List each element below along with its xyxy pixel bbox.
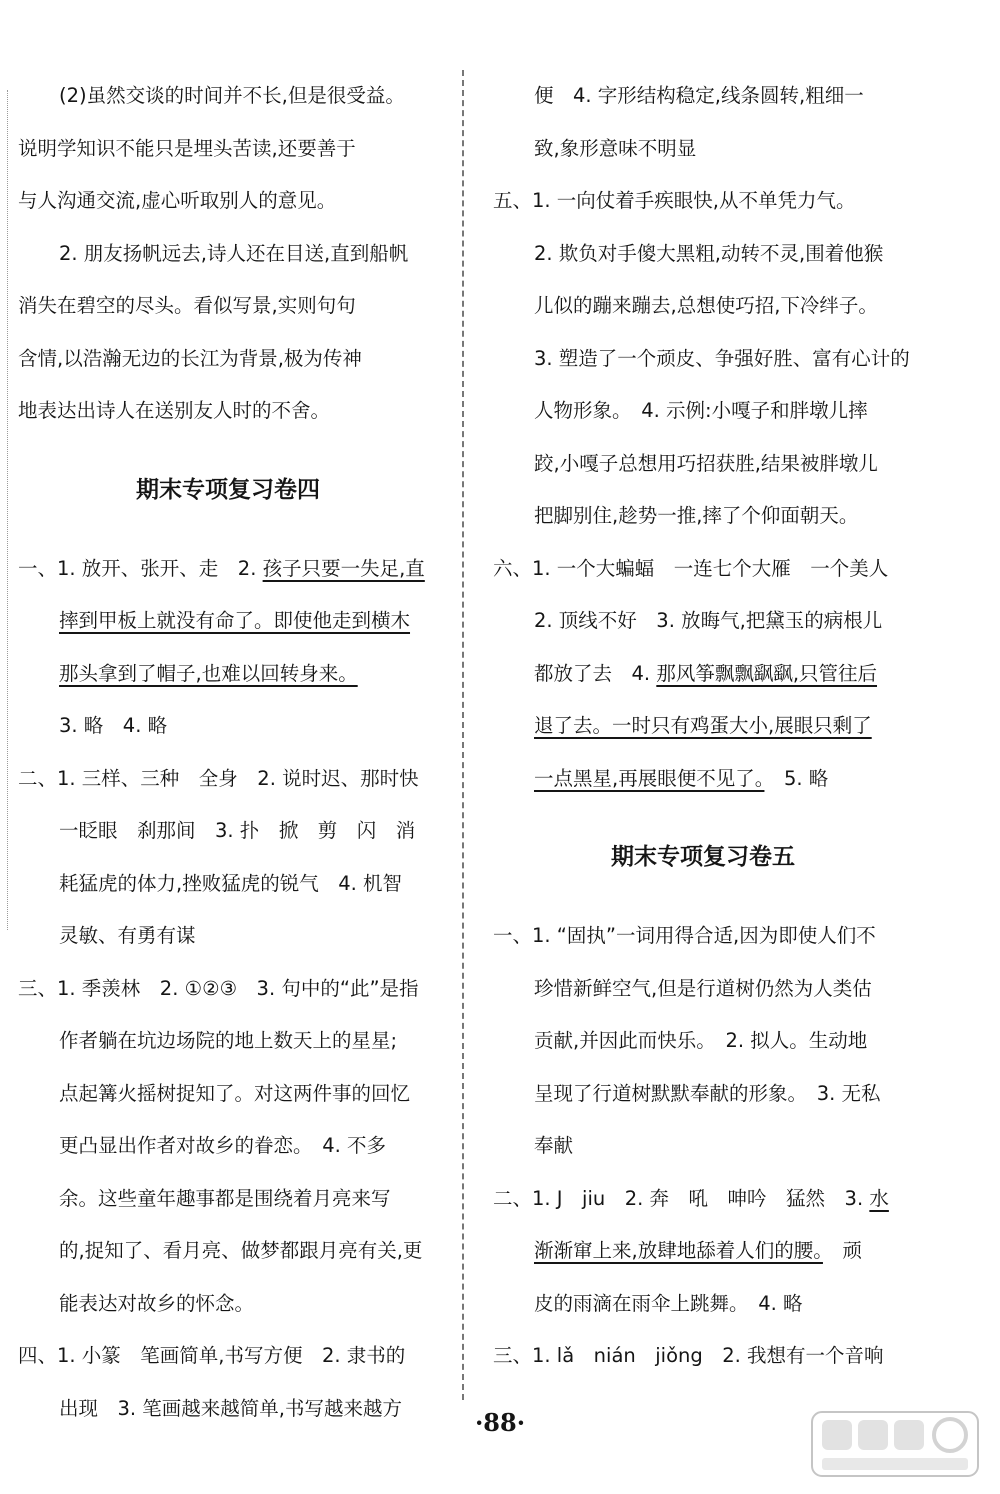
answer-line bbox=[493, 123, 913, 176]
answer-line bbox=[18, 1015, 438, 1068]
answer-line bbox=[493, 1330, 913, 1383]
column-divider bbox=[462, 70, 464, 1400]
answer-line bbox=[18, 753, 438, 806]
line-text: 一、1. “固执”一词用得合适,因为即使人们不 bbox=[493, 924, 876, 947]
line-text: 余。这些童年趣事都是围绕着月亮来写 bbox=[59, 1186, 391, 1210]
answer-line bbox=[18, 595, 438, 648]
line-text: 消失在碧空的尽头。看似写景,实则句句 bbox=[18, 294, 356, 317]
answer-line bbox=[493, 963, 913, 1016]
answer-line bbox=[18, 963, 438, 1016]
answer-line bbox=[18, 910, 438, 963]
answer-line bbox=[18, 280, 438, 333]
answer-line bbox=[18, 70, 438, 123]
line-text: 四、1. 小篆 笔画简单,书写方便 2. 隶书的 bbox=[18, 1344, 406, 1367]
line-text: 五、1. 一向仗着手疾眼快,从不单凭力气。 bbox=[493, 189, 856, 212]
line-text: 贡献,并因此而快乐。 2. 拟人。生动地 bbox=[534, 1029, 868, 1052]
answer-line bbox=[18, 1173, 438, 1226]
underlined-text: 退了去。一时只有鸡蛋大小,展眼只剩了 bbox=[534, 714, 872, 737]
line-text: 地表达出诗人在送别友人时的不舍。 bbox=[18, 399, 331, 422]
answer-line bbox=[18, 858, 438, 911]
line-text: 点起篝火摇树捉知了。对这两件事的回忆 bbox=[59, 1081, 411, 1105]
answer-line bbox=[493, 228, 913, 281]
answer-line bbox=[493, 595, 913, 648]
line-text: 3. 塑造了一个顽皮、争强好胜、富有心计的 bbox=[534, 346, 910, 370]
answer-line bbox=[493, 1068, 913, 1121]
line-text: 顽 bbox=[822, 1239, 862, 1262]
answer-line bbox=[493, 490, 913, 543]
underlined-text: 那头拿到了帽子,也难以回转身来。 bbox=[59, 661, 358, 685]
line-text: 儿似的蹦来蹦去,总想使巧招,下冷绊子。 bbox=[534, 294, 878, 317]
answer-line bbox=[493, 385, 913, 438]
line-text: 的,捉知了、看月亮、做梦都跟月亮有关,更 bbox=[59, 1239, 423, 1262]
line-text: 六、1. 一个大蝙蝠 一连七个大雁 一个美人 bbox=[493, 556, 889, 580]
underlined-text: 水 bbox=[869, 1186, 889, 1210]
answer-line bbox=[493, 543, 913, 596]
line-text: 与人沟通交流,虚心听取别人的意见。 bbox=[18, 189, 337, 212]
answer-line bbox=[18, 123, 438, 176]
line-text: 说明学知识不能只是埋头苦读,还要善于 bbox=[18, 136, 356, 160]
answer-line bbox=[18, 1330, 438, 1383]
answer-line bbox=[493, 1015, 913, 1068]
underlined-text: 一点黑星,再展眼便不见了。 bbox=[534, 766, 765, 790]
answer-line bbox=[493, 910, 913, 963]
answer-line bbox=[18, 805, 438, 858]
answer-line bbox=[493, 333, 913, 386]
answer-line bbox=[18, 175, 438, 228]
answer-line bbox=[493, 280, 913, 333]
line-text: 二、1. 三样、三种 全身 2. 说时迟、那时快 bbox=[18, 766, 419, 790]
line-text: 2. 欺负对手傻大黑粗,动转不灵,围着他猴 bbox=[534, 241, 884, 265]
line-text: 三、1. lǎ nián jiǒng 2. 我想有一个音响 bbox=[493, 1344, 884, 1367]
line-text: 二、1. J jiu 2. 奔 吼 呻吟 猛然 3. bbox=[493, 1186, 870, 1210]
line-text: 期末专项复习卷五 bbox=[611, 844, 795, 870]
line-text: 灵敏、有勇有谋 bbox=[59, 924, 196, 947]
answer-line bbox=[493, 1120, 913, 1173]
line-text: 含情,以浩瀚无边的长江为背景,极为传神 bbox=[18, 346, 362, 370]
line-text: 一眨眼 刹那间 3. 扑 掀 剪 闪 消 bbox=[59, 819, 416, 842]
answer-line bbox=[18, 228, 438, 281]
line-text: 能表达对故乡的怀念。 bbox=[59, 1291, 255, 1315]
page-number: ·88· bbox=[474, 1408, 526, 1437]
line-text: 把脚别住,趁势一推,摔了个仰面朝天。 bbox=[534, 504, 859, 527]
right-column bbox=[493, 70, 913, 1383]
section-heading bbox=[18, 438, 438, 543]
line-text: 3. 略 4. 略 bbox=[59, 714, 168, 737]
answer-line bbox=[493, 1173, 913, 1226]
line-text: 5. 略 bbox=[764, 766, 829, 790]
line-text: 致,象形意味不明显 bbox=[534, 136, 697, 160]
answer-line bbox=[18, 700, 438, 753]
line-text: 作者躺在坑边场院的地上数天上的星星; bbox=[59, 1029, 398, 1052]
line-text: 呈现了行道树默默奉献的形象。 3. 无私 bbox=[534, 1081, 881, 1105]
answer-line bbox=[18, 1120, 438, 1173]
line-text: (2)虽然交谈的时间并不长,但是很受益。 bbox=[59, 84, 405, 107]
underlined-text: 摔到甲板上就没有命了。即使他走到横木 bbox=[59, 609, 411, 632]
line-text: 跤,小嘎子总想用巧招获胜,结果被胖墩儿 bbox=[534, 451, 878, 475]
line-text: 皮的雨滴在雨伞上跳舞。 4. 略 bbox=[534, 1291, 803, 1315]
line-text: 珍惜新鲜空气,但是行道树仍然为人类估 bbox=[534, 976, 872, 1000]
line-text: 人物形象。 4. 示例:小嘎子和胖墩儿摔 bbox=[534, 399, 868, 422]
line-text: 出现 3. 笔画越来越简单,书写越来越方 bbox=[59, 1396, 403, 1420]
answer-line bbox=[18, 333, 438, 386]
answer-line bbox=[493, 753, 913, 806]
line-text: 都放了去 4. bbox=[534, 661, 657, 685]
line-text: 期末专项复习卷四 bbox=[136, 476, 320, 503]
line-text: 一、1. 放开、张开、走 2. bbox=[18, 556, 263, 580]
section-heading bbox=[493, 805, 913, 910]
answer-line bbox=[18, 385, 438, 438]
answer-line bbox=[493, 1278, 913, 1331]
answer-line bbox=[493, 1225, 913, 1278]
answer-line bbox=[493, 648, 913, 701]
line-text: 三、1. 季羡林 2. ①②③ 3. 句中的“此”是指 bbox=[18, 976, 419, 1000]
margin-rule bbox=[7, 90, 8, 930]
line-text: 奉献 bbox=[534, 1134, 574, 1157]
left-column bbox=[18, 70, 438, 1435]
answer-line bbox=[18, 1278, 438, 1331]
line-text: 更凸显出作者对故乡的眷恋。 4. 不多 bbox=[59, 1134, 387, 1157]
answer-line bbox=[18, 543, 438, 596]
line-text: 便 4. 字形结构稳定,线条圆转,粗细一 bbox=[534, 84, 864, 107]
answer-line bbox=[493, 700, 913, 753]
line-text: 2. 顶线不好 3. 放晦气,把黛玉的病根儿 bbox=[534, 609, 883, 632]
answer-line bbox=[18, 648, 438, 701]
answer-line bbox=[493, 175, 913, 228]
answer-line bbox=[18, 1068, 438, 1121]
answer-line bbox=[18, 1225, 438, 1278]
underlined-text: 孩子只要一失足,直 bbox=[262, 556, 425, 580]
line-text: 耗猛虎的体力,挫败猛虎的锐气 4. 机智 bbox=[59, 871, 403, 895]
line-text: 2. 朋友扬帆远去,诗人还在目送,直到船帆 bbox=[59, 241, 409, 265]
underlined-text: 渐渐窜上来,放肆地舔着人们的腰。 bbox=[534, 1239, 823, 1262]
watermark-logo bbox=[810, 1410, 980, 1478]
underlined-text: 那风筝飘飘飖飖,只管往后 bbox=[656, 661, 878, 685]
answer-line bbox=[493, 70, 913, 123]
answer-line bbox=[493, 438, 913, 491]
